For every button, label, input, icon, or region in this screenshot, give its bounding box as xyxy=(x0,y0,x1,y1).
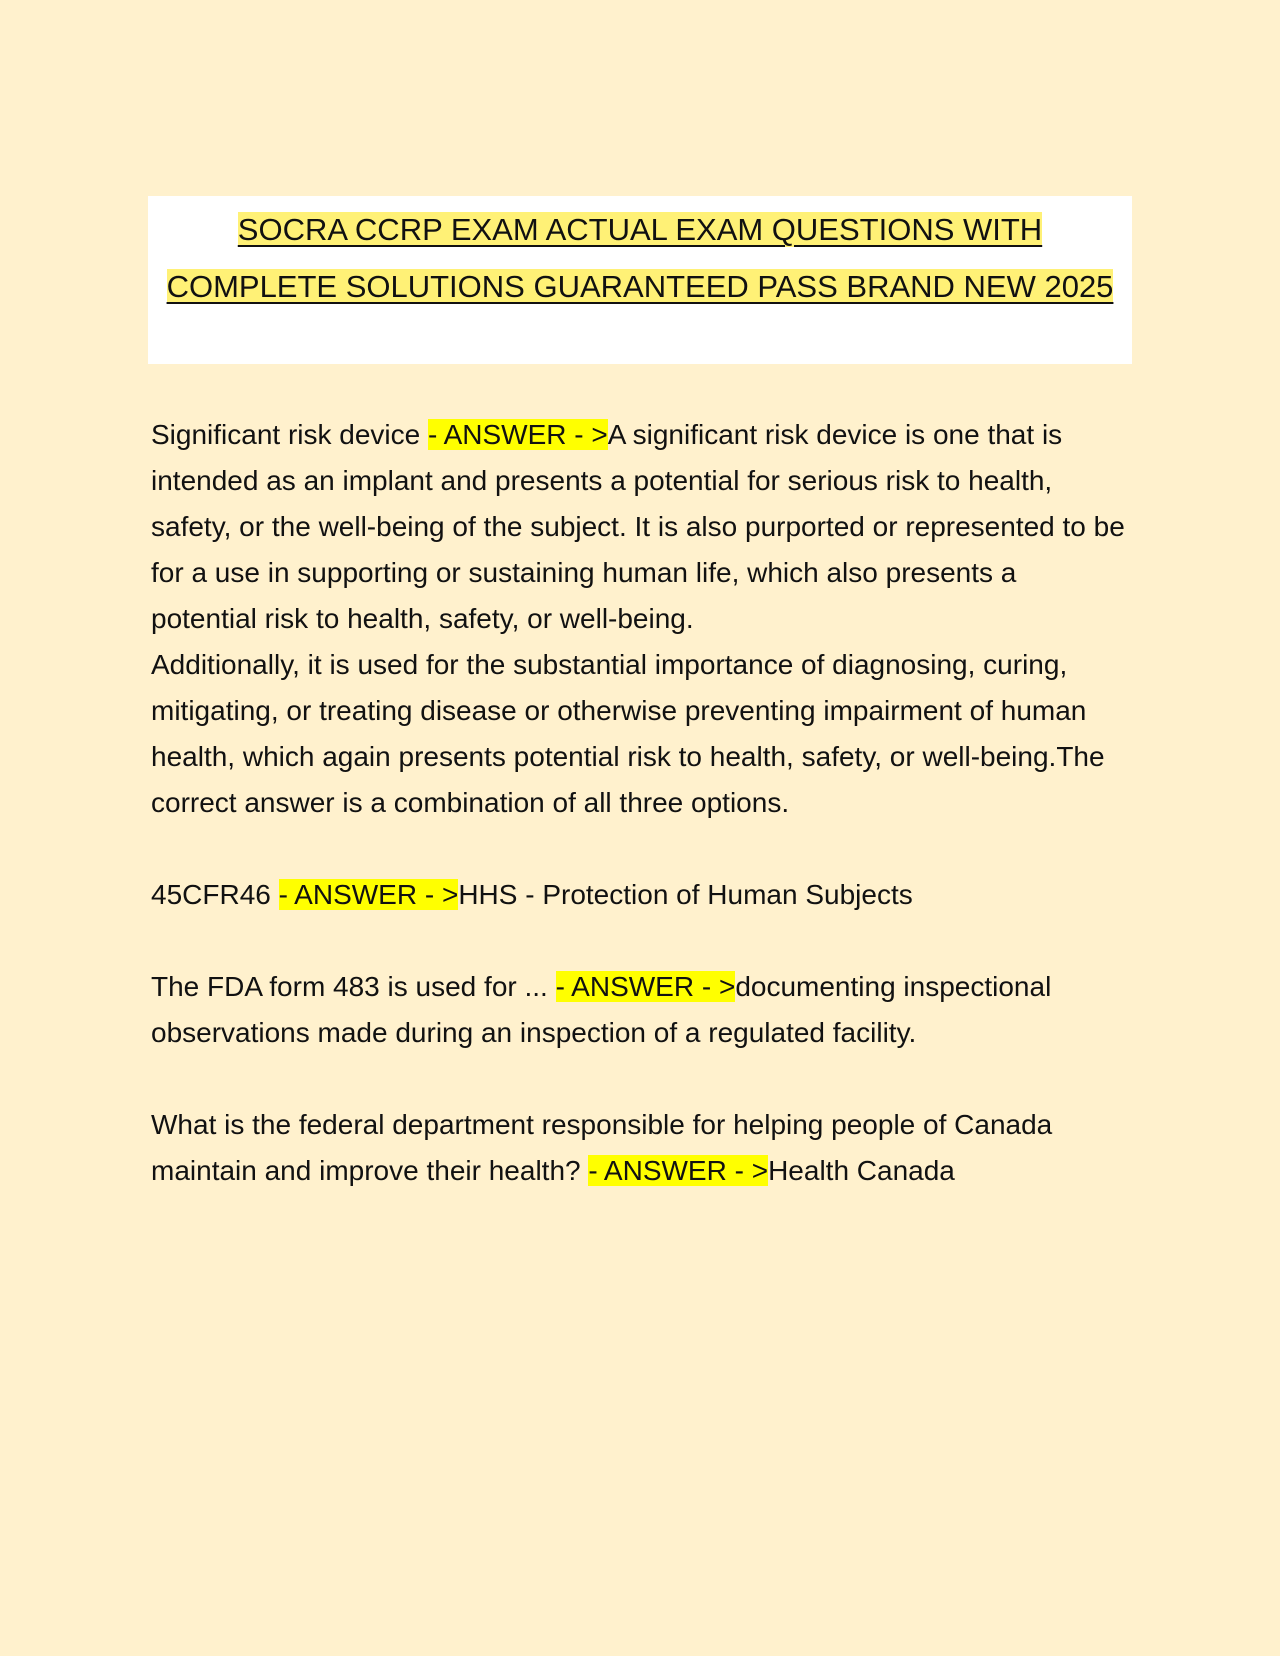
answer: documenting inspectional observations made during an inspection of a regulated facility. xyxy=(151,971,1052,1048)
qa-item xyxy=(151,964,1126,1056)
question: 45CFR46 xyxy=(151,879,279,910)
question: Significant risk device xyxy=(151,419,429,450)
qa-item xyxy=(151,1102,1126,1194)
answer-marker: - ANSWER - > xyxy=(428,419,608,450)
question: The FDA form 483 is used for ... xyxy=(151,971,556,1002)
qa-item xyxy=(151,872,1126,918)
answer: A significant risk device is one that is intended as an implant and presents a potential for serious risk to health, safety, or the well-being of the subject. It is also purported or represented to be for a use in supporting or sustaining human life, which also presents a potential risk to health, safety, or well-being. Additionally, it is used for the substantial importance of diagnosing, curing, mitigating, or treating disease or otherwise preventing impairment of human health, which again presents potential risk to health, safety, or well-being.The correct answer is a combination of all three options. xyxy=(151,419,1125,818)
title-box xyxy=(148,196,1132,364)
qa-item xyxy=(151,412,1126,826)
document-title-text: SOCRA CCRP EXAM ACTUAL EXAM QUESTIONS WITH COMPLETE SOLUTIONS GUARANTEED PASS BRAND NEW 2025 xyxy=(166,212,1114,304)
answer: HHS - Protection of Human Subjects xyxy=(458,879,913,910)
answer-marker: - ANSWER - > xyxy=(278,879,459,910)
document-body xyxy=(151,412,1126,1240)
answer-marker: - ANSWER - > xyxy=(588,1155,769,1186)
answer: Health Canada xyxy=(768,1155,955,1186)
answer-marker: - ANSWER - > xyxy=(555,971,736,1002)
document-title xyxy=(148,196,1132,315)
question: What is the federal department responsible for helping people of Canada maintain and improve their health? xyxy=(151,1109,1053,1186)
